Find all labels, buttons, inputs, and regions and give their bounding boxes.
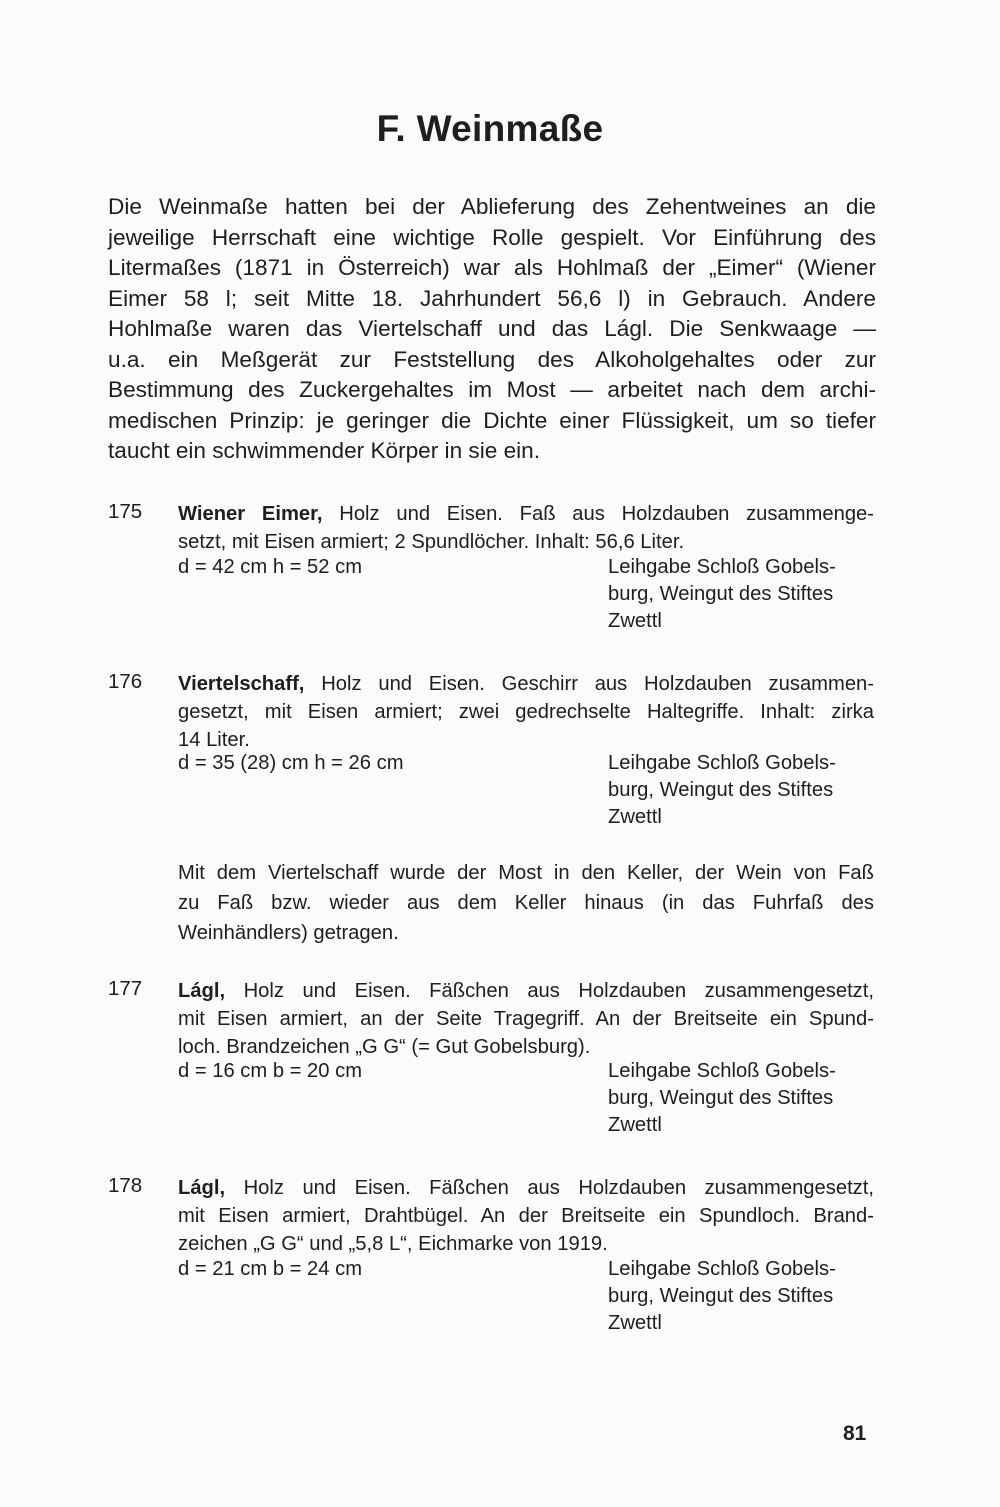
entry-loan-credit (608, 554, 888, 635)
intro-line: taucht ein schwimmender Körper in sie ein. (108, 438, 540, 463)
entry-text-line: zeichen „G G“ und „5,8 L“, Eichmarke von 1919. (178, 1233, 608, 1255)
entry-number: 176 (108, 670, 143, 693)
entry-text-line: Holz und Eisen. Fäßchen aus Holzdauben zusammengesetzt, (225, 980, 874, 1002)
entry-loan-credit (608, 1256, 888, 1337)
entry-text-line: setzt, mit Eisen armiert; 2 Spundlöcher. Inhalt: 56,6 Liter. (178, 531, 685, 553)
entry-number: 175 (108, 500, 143, 523)
note-line: Mit dem Viertelschaff wurde der Most in den Keller, der Wein von Faß (178, 862, 874, 884)
entry-text-line: 14 Liter. (178, 729, 250, 751)
intro-line: Die Weinmaße hatten bei der Ablieferung des Zehentweines an die (108, 194, 876, 219)
loan-line: burg, Weingut des Stiftes (608, 779, 834, 801)
intro-line: Hohlmaße waren das Viertelschaff und das Lágl. Die Senkwaage — (108, 316, 876, 341)
entry-text-line: Holz und Eisen. Fäßchen aus Holzdauben zusammengesetzt, (225, 1177, 874, 1199)
section-title: F. Weinmaße (376, 108, 604, 149)
note-paragraph (178, 858, 874, 948)
entry-description (178, 500, 874, 556)
loan-line: burg, Weingut des Stiftes (608, 1285, 834, 1307)
entry-dimensions: d = 21 cm b = 24 cm (178, 1258, 363, 1280)
intro-line: Bestimmung des Zuckergehaltes im Most — arbeitet nach dem archi- (108, 377, 876, 402)
entry-number: 177 (108, 977, 143, 1000)
entry-name: Wiener Eimer, (178, 503, 323, 525)
loan-line: Leihgabe Schloß Gobels- (608, 1258, 836, 1280)
entry-loan-credit (608, 750, 888, 831)
entry-text-line: loch. Brandzeichen „G G“ (= Gut Gobelsburg). (178, 1036, 591, 1058)
loan-line: Zwettl (608, 806, 662, 828)
loan-line: Zwettl (608, 1312, 662, 1334)
intro-line: u.a. ein Meßgerät zur Feststellung des Alkoholgehaltes oder zur (108, 346, 876, 372)
loan-line: Leihgabe Schloß Gobels- (608, 1060, 836, 1082)
page-number: 81 (843, 1422, 867, 1445)
entry-text-line: mit Eisen armiert, Drahtbügel. An der Breitseite ein Spundloch. Brand- (178, 1205, 874, 1227)
loan-line: Leihgabe Schloß Gobels- (608, 556, 836, 578)
entry-loan-credit (608, 1058, 888, 1139)
entry-text-line: gesetzt, mit Eisen armiert; zwei gedrechselte Haltegriffe. Inhalt: zirka (178, 701, 874, 723)
entry-dimensions: d = 35 (28) cm h = 26 cm (178, 752, 404, 774)
note-line: Weinhändlers) getragen. (178, 922, 399, 944)
entry-dimensions: d = 16 cm b = 20 cm (178, 1060, 363, 1082)
entry-description (178, 977, 874, 1061)
loan-line: Leihgabe Schloß Gobels- (608, 752, 836, 774)
entry-name: Lágl, (178, 980, 226, 1002)
intro-paragraph (108, 192, 876, 467)
loan-line: Zwettl (608, 610, 662, 632)
intro-line: Eimer 58 l; seit Mitte 18. Jahrhundert 56,6 l) in Gebrauch. Andere (108, 285, 876, 311)
entry-number: 178 (108, 1174, 143, 1197)
entry-text-line: Holz und Eisen. Geschirr aus Holzdauben zusammen- (304, 673, 874, 695)
entry-description (178, 670, 874, 754)
loan-line: burg, Weingut des Stiftes (608, 583, 834, 605)
entry-text-line: Holz und Eisen. Faß aus Holzdauben zusammenge- (322, 503, 874, 525)
entry-text-line: mit Eisen armiert, an der Seite Tragegriff. An der Breitseite ein Spund- (178, 1008, 874, 1030)
loan-line: Zwettl (608, 1114, 662, 1136)
entry-name: Lágl, (178, 1177, 226, 1199)
intro-line: jeweilige Herrschaft eine wichtige Rolle gespielt. Vor Einführung des (108, 224, 876, 250)
entry-description (178, 1174, 874, 1258)
note-line: zu Faß bzw. wieder aus dem Keller hinaus (in das Fuhrfaß des (178, 892, 874, 914)
loan-line: burg, Weingut des Stiftes (608, 1087, 834, 1109)
intro-line: medischen Prinzip: je geringer die Dichte einer Flüssigkeit, um so tiefer (108, 407, 876, 433)
entry-name: Viertelschaff, (178, 673, 305, 695)
entry-dimensions: d = 42 cm h = 52 cm (178, 556, 363, 578)
intro-line: Litermaßes (1871 in Österreich) war als Hohlmaß der „Eimer“ (Wiener (108, 255, 876, 280)
